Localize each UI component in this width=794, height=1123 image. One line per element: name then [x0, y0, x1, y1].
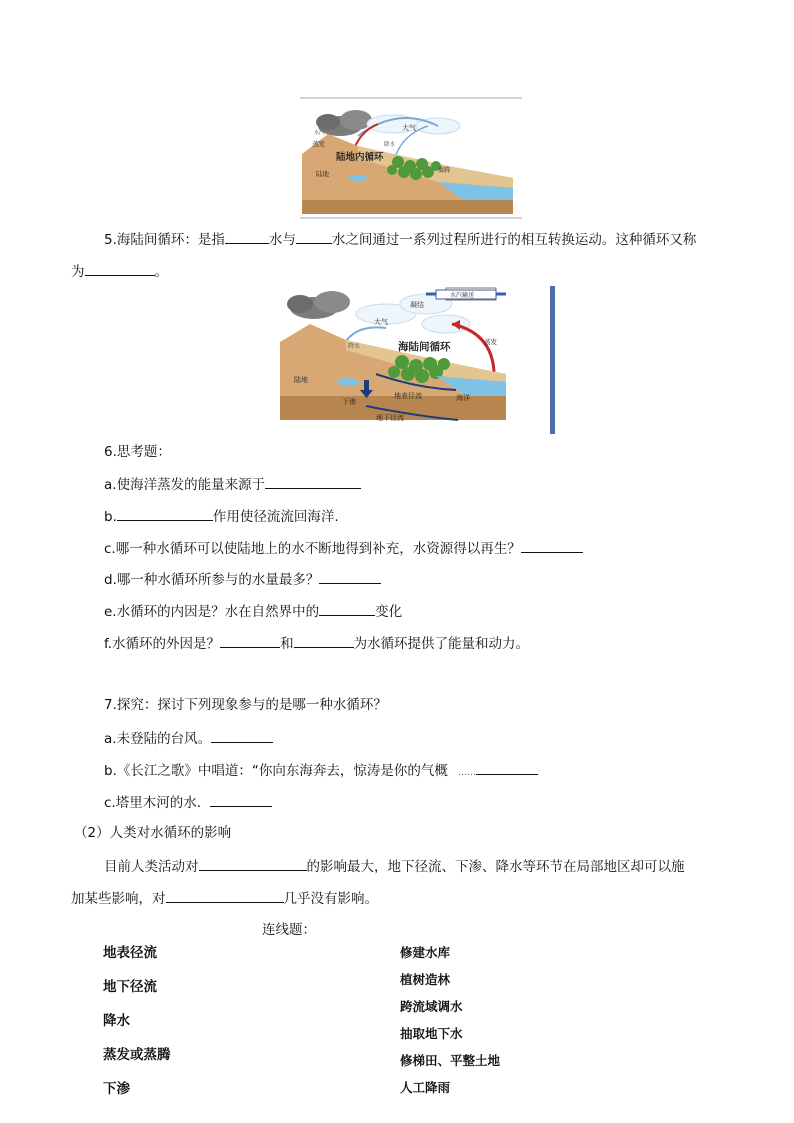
- q6-b: b. 作用使径流流回海洋.: [104, 506, 339, 527]
- matching-right-item[interactable]: 植树造林: [400, 972, 451, 987]
- q6-d: d.哪一种水循环所参与的水量最多？: [104, 569, 381, 590]
- matching-right-item[interactable]: 修梯田、平整土地: [400, 1053, 501, 1068]
- q5-line2: 为 。: [71, 261, 168, 282]
- q6-a-blank[interactable]: [265, 474, 361, 489]
- matching-left-item[interactable]: 地表径流: [103, 945, 157, 961]
- section2-p2: 加某些影响，对 几乎没有影响。: [71, 888, 378, 909]
- matching-left-item[interactable]: 降水: [103, 1013, 130, 1029]
- fig1-land-label: 陆地: [316, 170, 329, 178]
- fig1-vapor-label: 水汽: [314, 130, 325, 136]
- section2-blank-1[interactable]: [199, 856, 307, 871]
- q7-a-blank[interactable]: [211, 728, 273, 743]
- section2-p1: 目前人类活动对 的影响最大，地下径流、下渗、降水等环节在局部地区却可以施: [104, 856, 685, 877]
- q7-c-blank[interactable]: [210, 792, 272, 807]
- q7-b: b.《长江之歌》中唱道：“你向东海奔去，惊涛是你的气概 ……: [104, 760, 538, 783]
- q6-f-blank-2[interactable]: [294, 633, 354, 648]
- fig2-ground-runoff-label: 地下径流: [376, 414, 404, 422]
- section2-heading: （2）人类对水循环的影响: [74, 825, 232, 841]
- q6-a: a.使海洋蒸发的能量来源于: [104, 474, 361, 495]
- q6-e: e.水循环的内因是？水在自然界中的 变化: [104, 601, 402, 622]
- q6-f: f.水循环的外因是？ 和 为水循环提供了能量和动力。: [104, 633, 529, 654]
- fig2-condense-label: 凝结: [410, 301, 424, 309]
- fig2-title-label: 海陆间循环: [398, 341, 451, 353]
- fig1-title-label: 陆地内循环: [336, 152, 384, 163]
- matching-left-item[interactable]: 蒸发或蒸腾: [103, 1047, 171, 1063]
- q5-blank-3[interactable]: [85, 261, 155, 276]
- land-cycle-figure: [298, 96, 524, 220]
- q6-c-blank[interactable]: [521, 538, 583, 553]
- fig1-evap-label: 蒸发: [312, 140, 325, 148]
- matching-right-item[interactable]: 跨流域调水: [400, 999, 463, 1014]
- q6-b-blank[interactable]: [117, 506, 213, 521]
- matching-title: 连线题：: [262, 922, 316, 938]
- fig2-surface-runoff-label: 地表径流: [394, 392, 422, 400]
- matching-right-item[interactable]: 抽取地下水: [400, 1026, 463, 1041]
- fig2-land-label: 陆地: [294, 376, 308, 384]
- q6-c: c.哪一种水循环可以使陆地上的水不断地得到补充，水资源得以再生？: [104, 538, 583, 559]
- fig2-precip-label: 降水: [348, 343, 361, 350]
- fig2-infiltration-label: 下渗: [342, 398, 356, 406]
- sea-land-cycle-figure: [276, 284, 560, 436]
- q7-title: 7.探究：探讨下列现象参与的是哪一种水循环？: [104, 697, 387, 713]
- fig2-atmosphere-label: 大气: [374, 318, 388, 326]
- fig2-evap-label: 蒸发: [484, 338, 497, 346]
- q7-c: c.塔里木河的水．: [104, 792, 272, 813]
- matching-left-item[interactable]: 地下径流: [103, 979, 157, 995]
- q6-f-blank-1[interactable]: [220, 633, 280, 648]
- q7-b-blank[interactable]: [476, 760, 538, 775]
- q6-d-blank[interactable]: [319, 569, 381, 584]
- fig1-precip-label: 降水: [384, 142, 396, 148]
- matching-left-item[interactable]: 下渗: [103, 1081, 130, 1097]
- section2-blank-2[interactable]: [166, 888, 284, 903]
- q5-blank-2[interactable]: [296, 229, 332, 244]
- q6-title: 6.思考题：: [104, 444, 171, 460]
- q7-a: a.未登陆的台风。: [104, 728, 273, 749]
- q6-e-blank[interactable]: [319, 601, 375, 616]
- matching-right-item[interactable]: 人工降雨: [400, 1080, 451, 1095]
- matching-right-item[interactable]: 修建水库: [400, 945, 451, 960]
- fig1-transp-label: 蒸腾: [438, 167, 451, 174]
- fig1-atmosphere-label: 大气: [402, 124, 416, 132]
- q5-line1: 5.海陆间循环：是指 水与 水之间通过一系列过程所进行的相互转换运动。这种循环又称: [104, 229, 696, 250]
- fig2-ocean-label: 海洋: [456, 394, 470, 402]
- q5-blank-1[interactable]: [225, 229, 269, 244]
- fig2-vapor-transport-label: 水汽输送: [450, 292, 475, 299]
